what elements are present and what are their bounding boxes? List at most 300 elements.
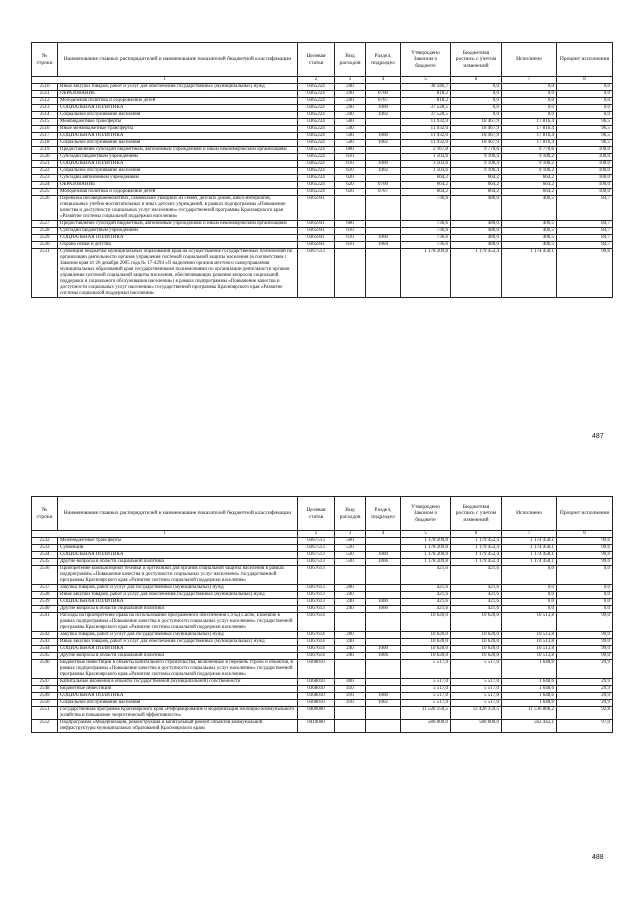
section — [366, 249, 401, 298]
table-row — [32, 189, 613, 196]
header-rz: Раздел, подраздел — [366, 43, 401, 77]
expense-type: 620 — [335, 182, 366, 189]
row-number: 2522 — [32, 168, 58, 175]
budget-list-amount: 10 620,0 — [451, 632, 502, 639]
execution-percent: 99,0 — [557, 632, 613, 639]
target-article: 0367614 — [298, 653, 335, 660]
approved-amount: 11 932,0 — [401, 126, 451, 133]
section: 0707 — [366, 98, 401, 105]
executed-amount: 17 816,4 — [502, 133, 557, 140]
approved-amount: 736,6 — [401, 235, 451, 242]
row-name: Расходы на приобретение права на использование программного обеспечения СУБД Cache, Ensemble в рамках подпрограммы «Повышение качества и доступности социальных услуг населению» государственной программы Красноярского края «Развитие системы социальной поддержки населения» — [58, 613, 298, 632]
executed-amount: 10 513,8 — [502, 646, 557, 653]
executed-amount: 0,0 — [502, 98, 557, 105]
header-code: № строки — [32, 497, 58, 531]
section: 1000 — [366, 133, 401, 140]
execution-percent: 29,9 — [557, 686, 613, 693]
executed-amount: 0,0 — [502, 566, 557, 585]
execution-percent: 99,0 — [557, 653, 613, 660]
target-article: 0365224 — [298, 119, 335, 126]
approved-amount: 5 517,0 — [401, 660, 451, 679]
header-pct: Процент исполнения — [557, 497, 613, 531]
budget-list-amount: 1 179 452,4 — [451, 249, 502, 298]
table-row — [32, 613, 613, 632]
execution-percent: 99,6 — [557, 249, 613, 298]
budget-list-amount: 10 620,0 — [451, 646, 502, 653]
budget-list-amount: 480,0 — [451, 221, 502, 228]
row-number: 2538 — [32, 592, 58, 599]
row-name: Другие вопросы в области социальной политики — [58, 559, 298, 566]
expense-type: 240 — [335, 84, 366, 91]
row-number: 2526 — [32, 196, 58, 221]
execution-percent: 84,7 — [557, 196, 613, 221]
execution-percent: 84,7 — [557, 242, 613, 249]
execution-percent: 92,8 — [557, 707, 613, 720]
section — [366, 707, 401, 720]
section — [366, 720, 401, 733]
section: 1004 — [366, 242, 401, 249]
target-article: 0365224 — [298, 175, 335, 182]
execution-percent: 29,9 — [557, 660, 613, 679]
header-vr: Вид расходов — [335, 43, 366, 77]
section — [366, 538, 401, 545]
table-row — [32, 168, 613, 175]
row-number: 2542 — [32, 632, 58, 639]
row-number: 2541 — [32, 613, 58, 632]
expense-type: 410 — [335, 700, 366, 707]
row-name: Иные закупки товаров, работ и услуг для обеспечения государственных (муниципальных) нужд — [58, 592, 298, 599]
approved-amount: 10 620,0 — [401, 646, 451, 653]
executed-amount: 0,0 — [502, 112, 557, 119]
table-row — [32, 147, 613, 154]
expense-type: 240 — [335, 646, 366, 653]
table-row — [32, 592, 613, 599]
expense-type: 240 — [335, 105, 366, 112]
approved-amount: 5 517,0 — [401, 679, 451, 686]
row-name: Иные закупки товаров, работ и услуг для обеспечения государственных (муниципальных) нужд — [58, 84, 298, 91]
budget-list-amount: 5 517,0 — [451, 679, 502, 686]
approved-amount: 736,6 — [401, 221, 451, 228]
approved-amount: 818,2 — [401, 91, 451, 98]
approved-amount: 421,6 — [401, 592, 451, 599]
table-row — [32, 720, 613, 733]
expense-type: 410 — [335, 693, 366, 700]
section — [366, 221, 401, 228]
execution-percent: 84,7 — [557, 235, 613, 242]
executed-amount: 1 648,6 — [502, 686, 557, 693]
table-row — [32, 653, 613, 660]
execution-percent: 84,7 — [557, 221, 613, 228]
row-number: 2551 — [32, 707, 58, 720]
approved-amount: 38 346,7 — [401, 84, 451, 91]
executed-amount: 0,0 — [502, 585, 557, 592]
target-article: 0368010 — [298, 686, 335, 693]
row-number: 2545 — [32, 653, 58, 660]
approved-amount: 664,2 — [401, 182, 451, 189]
executed-amount: 1 648,6 — [502, 700, 557, 707]
section: 1006 — [366, 653, 401, 660]
row-name: Другие вопросы в области социальной политики — [58, 606, 298, 613]
budget-list-amount: 5 517,0 — [451, 693, 502, 700]
row-name: СОЦИАЛЬНАЯ ПОЛИТИКА — [58, 105, 298, 112]
expense-type — [335, 660, 366, 679]
section — [366, 566, 401, 585]
row-name: ОБРАЗОВАНИЕ — [58, 91, 298, 98]
row-name: Молодежная политика и оздоровление детей — [58, 189, 298, 196]
row-name: СОЦИАЛЬНАЯ ПОЛИТИКА — [58, 552, 298, 559]
executed-amount: 664,2 — [502, 182, 557, 189]
header-pct: Процент исполнения — [557, 43, 613, 77]
execution-percent: 29,9 — [557, 693, 613, 700]
executed-amount: 17 816,4 — [502, 119, 557, 126]
executed-amount: 664,2 — [502, 189, 557, 196]
section — [366, 147, 401, 154]
section — [366, 592, 401, 599]
execution-percent: 100,0 — [557, 189, 613, 196]
approved-amount: 2 167,8 — [401, 147, 451, 154]
executed-amount: 1 174 458,1 — [502, 552, 557, 559]
row-number: 2517 — [32, 133, 58, 140]
row-number: 2511 — [32, 91, 58, 98]
expense-type: 240 — [335, 639, 366, 646]
execution-percent: 84,7 — [557, 228, 613, 235]
execution-percent: 99,6 — [557, 538, 613, 545]
row-name: Закупка товаров, работ и услуг для государственных (муниципальных) нужд — [58, 632, 298, 639]
execution-percent: 96,5 — [557, 119, 613, 126]
document-page-488 — [0, 452, 640, 905]
executed-amount: 9 770,6 — [502, 147, 557, 154]
row-number: 2525 — [32, 189, 58, 196]
expense-type: 530 — [335, 552, 366, 559]
row-name: СОЦИАЛЬНАЯ ПОЛИТИКА — [58, 235, 298, 242]
row-name: Бюджетные инвестиции — [58, 686, 298, 693]
table-row — [32, 182, 613, 189]
target-article: 0368010 — [298, 700, 335, 707]
table-row — [32, 538, 613, 545]
expense-type: 240 — [335, 112, 366, 119]
table-row — [32, 552, 613, 559]
target-article: 0410000 — [298, 720, 335, 733]
section: 1000 — [366, 599, 401, 606]
row-number: 2547 — [32, 679, 58, 686]
section — [366, 154, 401, 161]
target-article: 0367513 — [298, 559, 335, 566]
expense-type: 610 — [335, 235, 366, 242]
budget-list-amount: 18 467,9 — [451, 119, 502, 126]
target-article: 0367614 — [298, 639, 335, 646]
approved-amount: 11 932,0 — [401, 140, 451, 147]
table-row — [32, 585, 613, 592]
executed-amount: 1 648,6 — [502, 693, 557, 700]
budget-list-amount: 9 106,4 — [451, 161, 502, 168]
expense-type: 400 — [335, 679, 366, 686]
row-number: 2537 — [32, 585, 58, 592]
budget-list-amount: 664,2 — [451, 182, 502, 189]
target-article: 0365224 — [298, 112, 335, 119]
column-number: 4 — [366, 531, 401, 538]
row-name: СОЦИАЛЬНАЯ ПОЛИТИКА — [58, 646, 298, 653]
table-row — [32, 639, 613, 646]
table-row — [32, 566, 613, 585]
executed-amount: 1 174 458,1 — [502, 559, 557, 566]
approved-amount: 664,2 — [401, 189, 451, 196]
table-row — [32, 119, 613, 126]
row-number: 2539 — [32, 599, 58, 606]
budget-list-amount: 421,6 — [451, 606, 502, 613]
approved-amount: 421,6 — [401, 585, 451, 592]
expense-type: 620 — [335, 189, 366, 196]
budget-list-amount: 1 179 452,4 — [451, 552, 502, 559]
header-name: Наименование главных распорядителей и наименование показателей бюджетной классификации — [58, 497, 298, 531]
row-name: Субсидии автономным учреждениям — [58, 175, 298, 182]
row-name: Социальное обслуживание населения — [58, 700, 298, 707]
executed-amount: 406,5 — [502, 196, 557, 221]
column-number: 3 — [335, 77, 366, 84]
header-vr: Вид расходов — [335, 497, 366, 531]
budget-list-amount: 9 770,6 — [451, 147, 502, 154]
row-name: Иные закупки товаров, работ и услуг для обеспечения государственных (муниципальных) нужд — [58, 639, 298, 646]
executed-amount: 17 816,4 — [502, 126, 557, 133]
expense-type: 610 — [335, 168, 366, 175]
row-name: Государственная программа Красноярского края «Реформирование и модернизация жилищно-коммунального хозяйства и повышение энергетической эффективности» — [58, 707, 298, 720]
expense-type — [335, 720, 366, 733]
approved-amount: 1 178 209,8 — [401, 545, 451, 552]
target-article: 0365224 — [298, 168, 335, 175]
row-name: Субсидии бюджетным учреждениям — [58, 154, 298, 161]
executed-amount: 0,0 — [502, 105, 557, 112]
target-article: 0365941 — [298, 196, 335, 221]
budget-list-amount: 1 179 452,4 — [451, 545, 502, 552]
budget-list-amount: 0,0 — [451, 91, 502, 98]
execution-percent: 0,0 — [557, 592, 613, 599]
table-row — [32, 660, 613, 679]
row-name: Межбюджетные трансферты — [58, 538, 298, 545]
header-csr: Целевая статья — [298, 43, 335, 77]
execution-percent: 96,5 — [557, 140, 613, 147]
budget-list-amount: 10 620,0 — [451, 613, 502, 632]
approved-amount: 736,6 — [401, 196, 451, 221]
row-number: 2516 — [32, 126, 58, 133]
target-article: 0365224 — [298, 161, 335, 168]
execution-percent: 29,9 — [557, 679, 613, 686]
budget-list-amount: 580 000,0 — [451, 720, 502, 733]
target-article: 0365224 — [298, 105, 335, 112]
target-article: 0368010 — [298, 660, 335, 679]
row-number: 2533 — [32, 545, 58, 552]
row-name: СОЦИАЛЬНАЯ ПОЛИТИКА — [58, 133, 298, 140]
row-number: 2524 — [32, 182, 58, 189]
section — [366, 613, 401, 632]
budget-list-amount: 10 620,0 — [451, 639, 502, 646]
section — [366, 228, 401, 235]
row-number: 2540 — [32, 606, 58, 613]
header-done: Исполнено — [502, 497, 557, 531]
row-number: 2552 — [32, 720, 58, 733]
header-name: Наименование главных распорядителей и наименование показателей бюджетной классификации — [58, 43, 298, 77]
table-row — [32, 646, 613, 653]
execution-percent: 0,0 — [557, 606, 613, 613]
table-row — [32, 559, 613, 566]
section: 1002 — [366, 140, 401, 147]
executed-amount: 11 536 868,2 — [502, 707, 557, 720]
budget-list-amount: 10 620,0 — [451, 653, 502, 660]
target-article: 0365224 — [298, 182, 335, 189]
budget-list-amount: 421,6 — [451, 566, 502, 585]
executed-amount: 1 648,6 — [502, 660, 557, 679]
approved-amount: 1 178 209,8 — [401, 559, 451, 566]
section — [366, 84, 401, 91]
section: 0700 — [366, 91, 401, 98]
budget-list-amount: 421,6 — [451, 585, 502, 592]
row-name: Субсидии бюджетным учреждениям — [58, 228, 298, 235]
page-number: 487 — [592, 433, 604, 440]
expense-type — [335, 707, 366, 720]
execution-percent: 97,0 — [557, 720, 613, 733]
row-number: 2521 — [32, 161, 58, 168]
target-article: 0365224 — [298, 84, 335, 91]
execution-percent: 100,0 — [557, 161, 613, 168]
column-number: 6 — [451, 77, 502, 84]
column-number: 6 — [451, 531, 502, 538]
row-name: Другие вопросы в области социальной политики — [58, 653, 298, 660]
row-number: 2534 — [32, 552, 58, 559]
budget-list-amount: 5 517,0 — [451, 660, 502, 679]
execution-percent: 0,0 — [557, 566, 613, 585]
row-number: 2530 — [32, 242, 58, 249]
row-name: Иные межбюджетные трансферты — [58, 126, 298, 133]
target-article: 0367613 — [298, 606, 335, 613]
expense-type: 530 — [335, 545, 366, 552]
row-name: СОЦИАЛЬНАЯ ПОЛИТИКА — [58, 599, 298, 606]
column-number: 7 — [502, 531, 557, 538]
section: 1000 — [366, 552, 401, 559]
section — [366, 545, 401, 552]
budget-table — [31, 42, 613, 298]
budget-list-amount: 5 517,0 — [451, 700, 502, 707]
approved-amount: 5 517,0 — [401, 686, 451, 693]
table-row — [32, 112, 613, 119]
table-row — [32, 140, 613, 147]
section: 1002 — [366, 700, 401, 707]
target-article: 0365224 — [298, 91, 335, 98]
expense-type: 240 — [335, 91, 366, 98]
approved-amount: 1 503,6 — [401, 161, 451, 168]
budget-list-amount: 421,6 — [451, 599, 502, 606]
approved-amount: 421,6 — [401, 599, 451, 606]
expense-type: 240 — [335, 606, 366, 613]
row-number: 2514 — [32, 112, 58, 119]
column-number: 8 — [557, 77, 613, 84]
column-number: 2 — [298, 531, 335, 538]
row-number: 2523 — [32, 175, 58, 182]
section: 1000 — [366, 646, 401, 653]
header-list: Бюджетная роспись с учетом изменений — [451, 43, 502, 77]
row-number: 2544 — [32, 646, 58, 653]
executed-amount: 0,0 — [502, 606, 557, 613]
row-number: 2548 — [32, 686, 58, 693]
table-row — [32, 161, 613, 168]
table-row — [32, 700, 613, 707]
target-article: 0367614 — [298, 646, 335, 653]
header-approved: Утверждено Законом о бюджете — [401, 43, 451, 77]
approved-amount: 10 620,0 — [401, 632, 451, 639]
row-number: 2549 — [32, 693, 58, 700]
expense-type — [335, 196, 366, 221]
budget-list-amount: 18 467,9 — [451, 133, 502, 140]
table-row — [32, 228, 613, 235]
column-number: 5 — [401, 77, 451, 84]
document-page-487 — [0, 0, 640, 452]
table-header-row — [32, 497, 613, 531]
row-name: Субвенции бюджетам муниципальных образований края на осуществление государственных полномочий по организации деятельности органов управления системой социальной защиты населения (в соответствии с Законом края от 20 декабря 2005 года № 17-4294 «О наделении органов местного самоуправления муниципальных образований края государственными полномочиями по организации деятельности органов управления системой социальной защиты населения, обеспечивающих решение вопросов социальной поддержки и социального обслуживания населения») в рамках подпрограммы «Повышение качества и доступности социальных услуг населению» государственной программы Красноярского края «Развитие системы социальной поддержки населения» — [58, 249, 298, 298]
row-number: 2519 — [32, 147, 58, 154]
table-row — [32, 84, 613, 91]
section — [366, 175, 401, 182]
section — [366, 119, 401, 126]
approved-amount: 11 932,0 — [401, 133, 451, 140]
execution-percent: 100,0 — [557, 175, 613, 182]
row-number: 2550 — [32, 700, 58, 707]
target-article: 0368010 — [298, 693, 335, 700]
column-number: 5 — [401, 531, 451, 538]
approved-amount: 10 620,0 — [401, 639, 451, 646]
target-article: 0365224 — [298, 98, 335, 105]
section — [366, 660, 401, 679]
expense-type — [335, 613, 366, 632]
executed-amount: 0,0 — [502, 91, 557, 98]
approved-amount: 1 178 209,8 — [401, 249, 451, 298]
budget-list-amount: 421,6 — [451, 592, 502, 599]
row-name: Предоставление субсидий бюджетным, автономным учреждениям и иным некоммерческим организациям — [58, 221, 298, 228]
target-article: 0365224 — [298, 189, 335, 196]
expense-type: 500 — [335, 538, 366, 545]
row-number: 2515 — [32, 119, 58, 126]
expense-type: 600 — [335, 147, 366, 154]
approved-amount: 736,6 — [401, 242, 451, 249]
target-article: 0365941 — [298, 221, 335, 228]
column-number: 3 — [335, 531, 366, 538]
row-name: Молодежная политика и оздоровление детей — [58, 98, 298, 105]
execution-percent: 99,0 — [557, 613, 613, 632]
target-article: 0367513 — [298, 552, 335, 559]
expense-type: 200 — [335, 585, 366, 592]
section — [366, 679, 401, 686]
executed-amount: 0,0 — [502, 599, 557, 606]
budget-table — [31, 496, 613, 733]
executed-amount: 1 648,6 — [502, 679, 557, 686]
budget-list-amount: 18 467,9 — [451, 140, 502, 147]
budget-list-amount: 480,0 — [451, 196, 502, 221]
expense-type: 240 — [335, 98, 366, 105]
header-list: Бюджетная роспись с учетом изменений — [451, 497, 502, 531]
row-number: 2528 — [32, 228, 58, 235]
execution-percent: 0,0 — [557, 84, 613, 91]
expense-type — [335, 249, 366, 298]
execution-percent: 96,5 — [557, 126, 613, 133]
approved-amount: 11 526 159,5 — [401, 707, 451, 720]
column-number-row — [32, 77, 613, 84]
target-article: 0367613 — [298, 566, 335, 585]
approved-amount: 5 517,0 — [401, 700, 451, 707]
execution-percent: 99,6 — [557, 552, 613, 559]
expense-type: 530 — [335, 559, 366, 566]
table-row — [32, 693, 613, 700]
table-body — [32, 538, 613, 733]
budget-list-amount: 0,0 — [451, 112, 502, 119]
target-article: 0367613 — [298, 585, 335, 592]
budget-list-amount: 5 517,0 — [451, 686, 502, 693]
target-article: 0367613 — [298, 592, 335, 599]
